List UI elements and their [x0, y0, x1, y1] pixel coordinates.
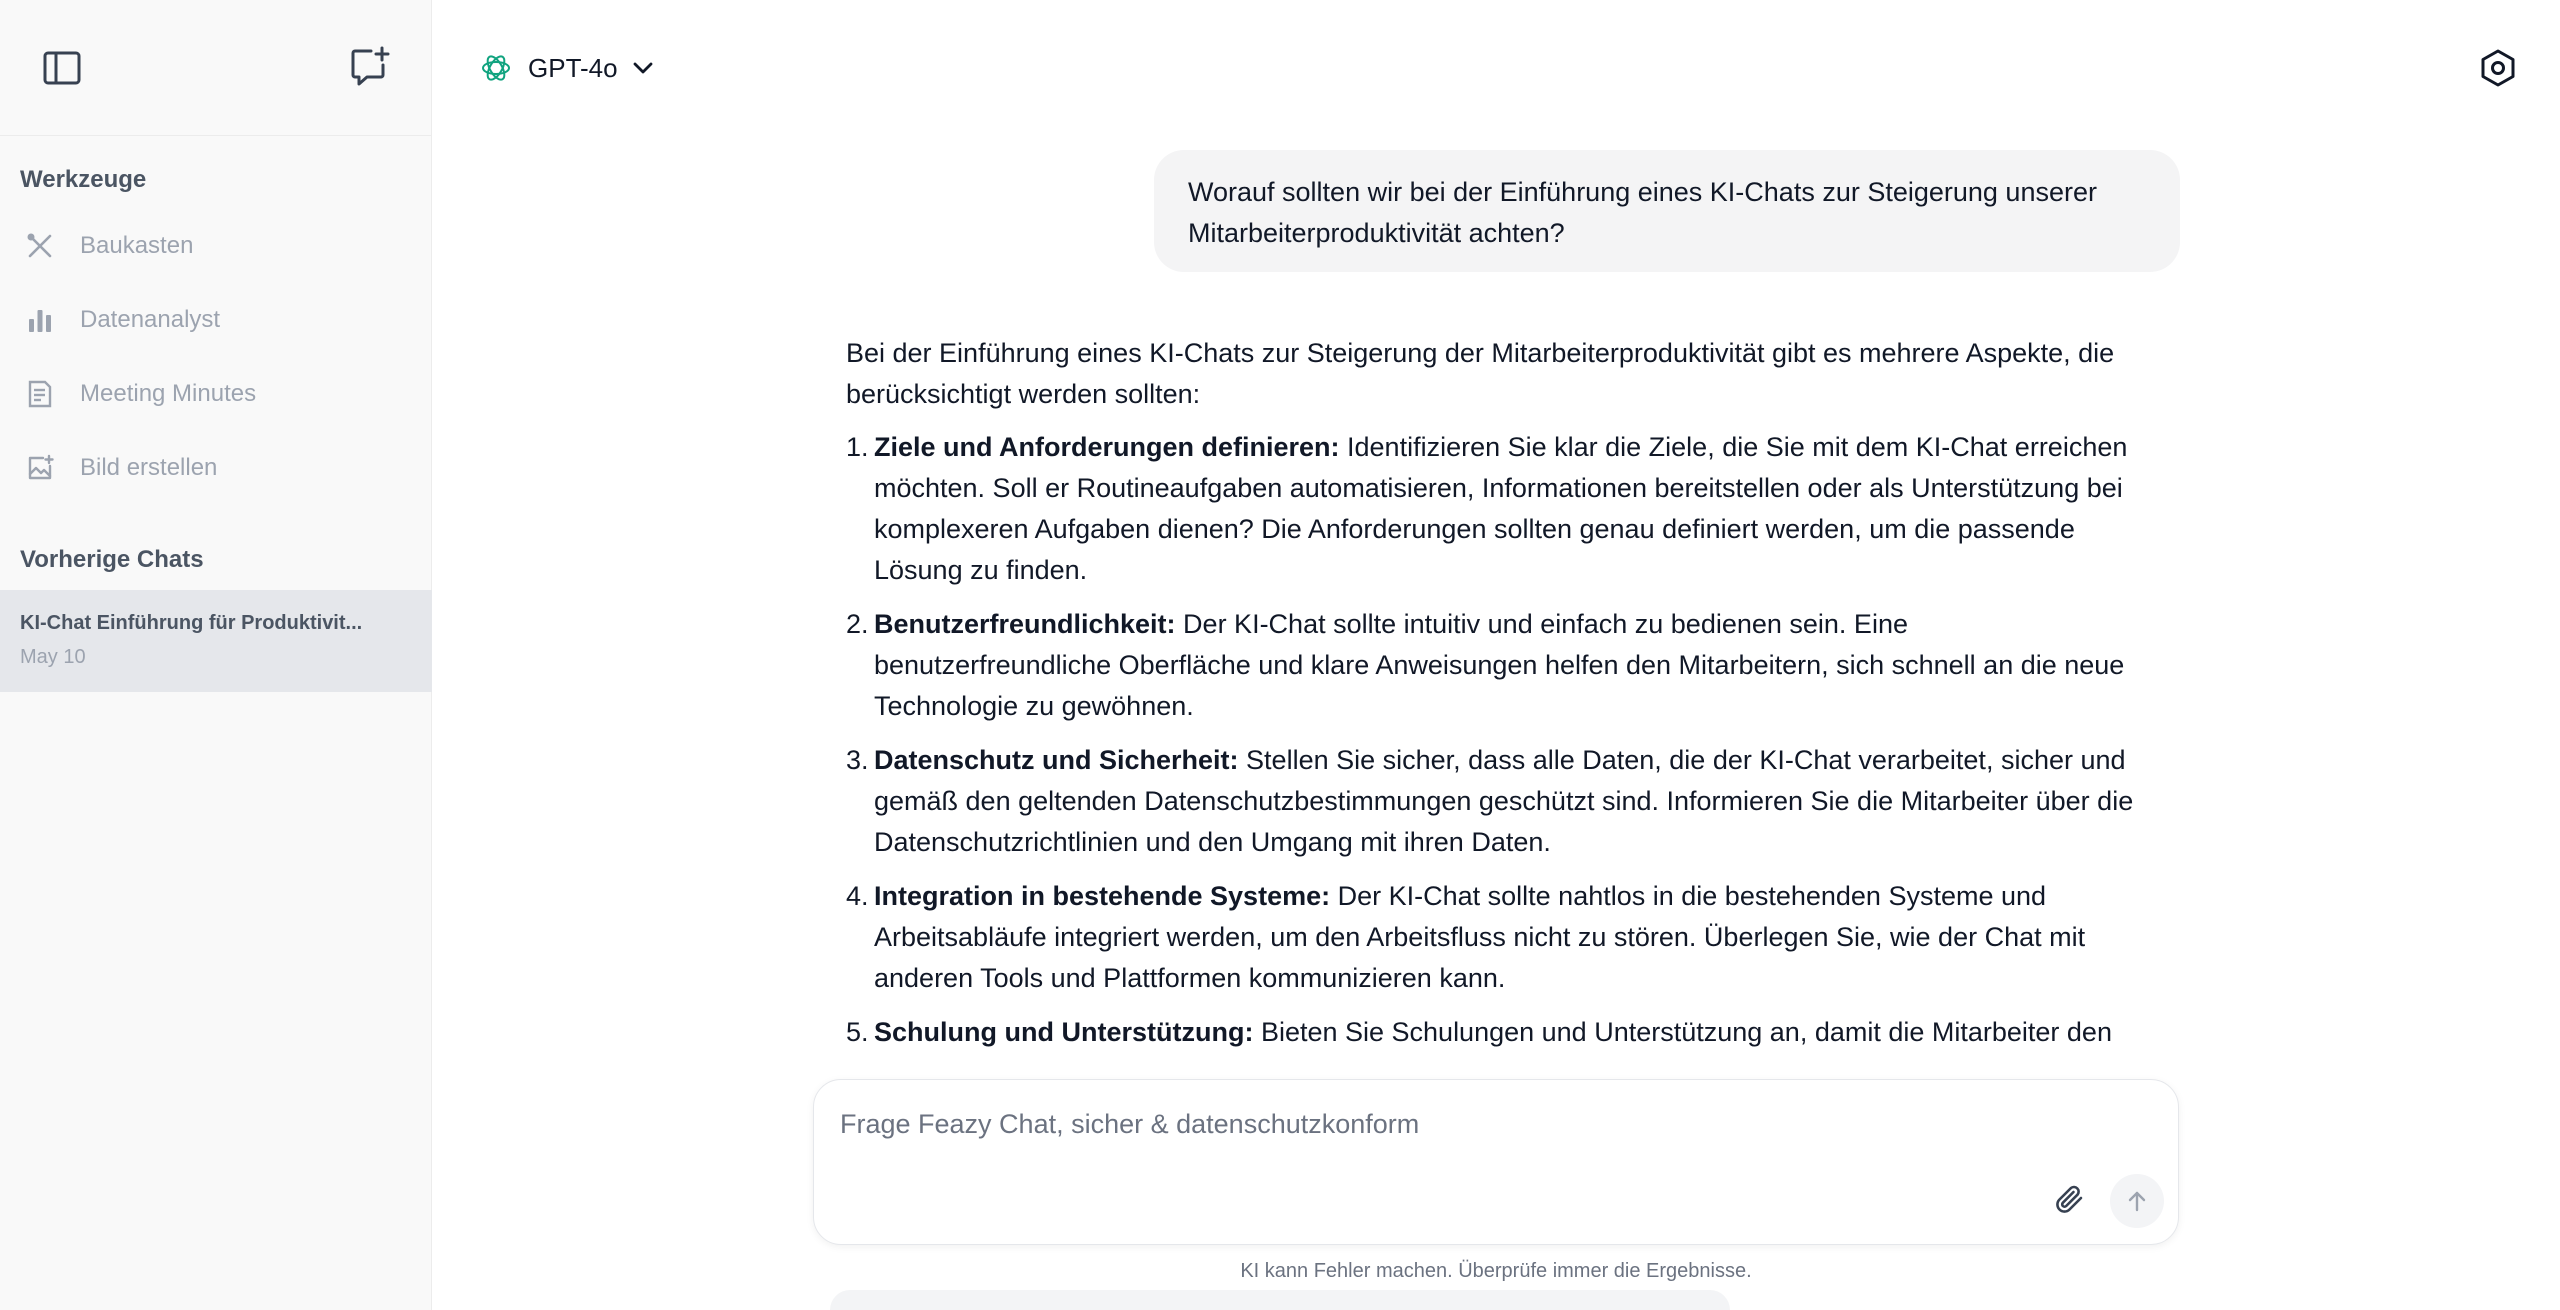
image-add-icon	[20, 448, 60, 488]
bar-chart-icon	[20, 300, 60, 340]
chevron-down-icon	[632, 61, 654, 75]
sidebar-header	[0, 0, 431, 136]
bottom-fade	[830, 1290, 1730, 1310]
list-item-text: Der KI-Chat sollte intuitiv und einfach zu bedienen sein. Eine benutzerfreundliche Oberfläche und klare Anweisungen helfen den Mitarbeitern, sich schnell an die neue Technologie zu gewöhnen.	[874, 609, 2125, 721]
list-item-title: Ziele und Anforderungen definieren:	[874, 432, 1340, 462]
list-item	[846, 1012, 2146, 1053]
new-chat-button[interactable]	[342, 38, 398, 94]
disclaimer-text: KI kann Fehler machen. Überprüfe immer die Ergebnisse.	[1240, 1260, 1752, 1282]
chat-title: KI-Chat Einführung für Produktivit...	[20, 612, 363, 634]
assistant-message	[846, 333, 2146, 1053]
settings-icon	[2479, 48, 2517, 88]
tools-section-title: Werkzeuge	[20, 166, 147, 193]
previous-chat-item[interactable]	[0, 590, 432, 692]
arrow-up-icon	[2127, 1190, 2147, 1212]
sidebar-panel-icon	[43, 51, 81, 85]
sidebar-item-datenanalyst[interactable]	[0, 290, 432, 350]
sidebar-item-bild-erstellen[interactable]	[0, 438, 432, 498]
list-number: 2.	[846, 609, 869, 639]
user-message: Worauf sollten wir bei der Einführung eines KI-Chats zur Steigerung unserer Mitarbeiterproduktivität achten?	[1154, 150, 2180, 272]
list-item	[846, 604, 2146, 727]
toggle-sidebar-button[interactable]	[34, 40, 90, 96]
composer	[813, 1079, 2179, 1245]
send-button[interactable]	[2110, 1174, 2164, 1228]
sidebar-item-label: Datenanalyst	[80, 306, 221, 333]
paperclip-icon	[2055, 1184, 2085, 1216]
openai-logo-icon	[480, 52, 512, 84]
list-item-title: Schulung und Unterstützung:	[874, 1017, 1254, 1047]
list-number: 1.	[846, 432, 869, 462]
sidebar-item-label: Bild erstellen	[80, 454, 218, 481]
list-number: 4.	[846, 881, 869, 911]
message-input[interactable]	[840, 1102, 2140, 1146]
chat-date: May 10	[20, 646, 86, 668]
list-item-title: Benutzerfreundlichkeit:	[874, 609, 1176, 639]
document-icon	[20, 374, 60, 414]
list-item-text: Stellen Sie sicher, dass alle Daten, die der KI-Chat verarbeitet, sicher und gemäß den geltenden Datenschutzbestimmungen geschützt sind. Informieren Sie die Mitarbeiter über die Datenschutzrichtlinien und den Umgang mit ihren Daten.	[874, 745, 2134, 857]
tools-icon	[20, 226, 60, 266]
sidebar-item-meeting-minutes[interactable]	[0, 364, 432, 424]
list-item	[846, 876, 2146, 999]
settings-button[interactable]	[2470, 40, 2526, 96]
list-item-text: Identifizieren Sie klar die Ziele, die Sie mit dem KI-Chat erreichen möchten. Soll er Routineaufgaben automatisieren, Informationen bereitstellen oder als Unterstützung bei komplexeren Aufgaben dienen? Die Anforderungen sollten genau definiert werden, um die passende Lösung zu finden.	[874, 432, 2128, 585]
sidebar-item-label: Meeting Minutes	[80, 380, 257, 407]
list-item-text: Der KI-Chat sollte nahtlos in die bestehenden Systeme und Arbeitsabläufe integriert werden, um den Arbeitsfluss nicht zu stören. Überlegen Sie, wie der Chat mit anderen Tools und Plattformen kommunizieren kann.	[874, 881, 2086, 993]
sidebar	[0, 0, 432, 1310]
sidebar-item-baukasten[interactable]	[0, 216, 432, 276]
model-name: GPT-4o	[528, 52, 618, 83]
list-number: 3.	[846, 745, 869, 775]
list-number: 5.	[846, 1017, 869, 1047]
sidebar-item-label: Baukasten	[80, 232, 194, 259]
new-chat-icon	[349, 45, 391, 87]
previous-chats-title: Vorherige Chats	[20, 546, 204, 573]
assistant-intro: Bei der Einführung eines KI-Chats zur Steigerung der Mitarbeiterproduktivität gibt es mehrere Aspekte, die berücksichtigt werden sollten:	[846, 338, 2115, 409]
list-item	[846, 740, 2146, 863]
list-item-title: Integration in bestehende Systeme:	[874, 881, 1331, 911]
model-selector[interactable]	[480, 44, 654, 92]
attach-button[interactable]	[2042, 1172, 2098, 1228]
assistant-list	[846, 427, 2146, 1053]
list-item	[846, 427, 2146, 591]
list-item-text: Bieten Sie Schulungen und Unterstützung an, damit die Mitarbeiter den	[1253, 1017, 2112, 1047]
list-item-title: Datenschutz und Sicherheit:	[874, 745, 1239, 775]
